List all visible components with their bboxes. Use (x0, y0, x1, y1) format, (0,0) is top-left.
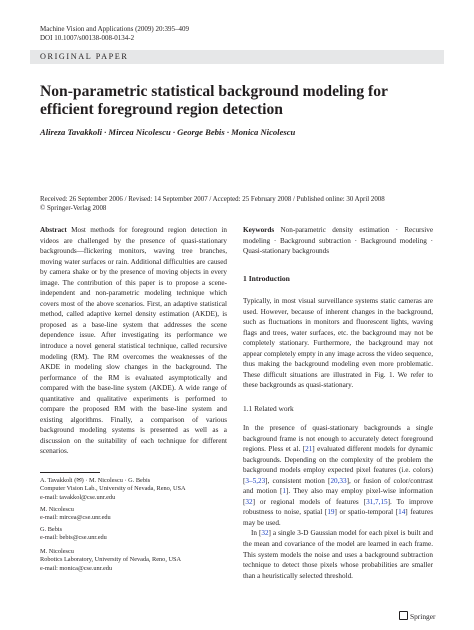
affiliation-line: M. Nicolescu (40, 506, 74, 513)
affiliation-line: M. Nicolescu (40, 548, 74, 555)
affiliation-monica-nicolescu (40, 548, 230, 573)
affiliation-line: G. Bebis (40, 526, 63, 533)
affiliation-line: Computer Vision Lab., University of Nevada, Reno, USA (40, 485, 186, 493)
affiliation-bebis (40, 526, 230, 543)
springer-logo (399, 611, 435, 621)
keywords-text: Non-parametric density estimation · Recursive modeling · Background subtraction · Background modeling · Quasi-stationary backgrounds (243, 226, 434, 256)
affiliation-line: e-mail: monica@cse.unr.edu (40, 564, 113, 572)
subsection-heading-related-work: 1.1 Related work (243, 404, 294, 413)
affiliation-tavakkoli (40, 477, 230, 502)
keywords (243, 225, 433, 257)
journal-citation-line: Machine Vision and Applications (2009) 20:395–409 (40, 25, 189, 33)
keywords-label: Keywords (243, 226, 275, 234)
paper-type-label: ORIGINAL PAPER (40, 52, 129, 61)
affiliation-line: e-mail: bebis@cse.unr.edu (40, 534, 107, 542)
abstract-text: Most methods for foreground region detection in videos are challenged by the presence of quasi-stationary backgrounds—flickering monitors, waving tree branches, moving water surfaces or rain. Additional difficulties are caused by camera shake or by the presence of moving objects in every image. The contribution of this paper is to propose a scene-independent and non-parametric modeling technique which covers most of the above scenarios. First, an adaptive statistical method, called adaptive kernel density estimation (AKDE), is proposed as a base-line system that addresses the scene dependence issue. After investigating its performance we introduce a novel general statistical technique, called recursive modeling (RM). The RM overcomes the weaknesses of the AKDE in modeling slow changes in the background. The performance of the RM is evaluated asymptotically and compared with the base-line system (AKDE). A wide range of quantitative and qualitative experiments is performed to compare the proposed RM with the base-line system and existing algorithms. Finally, a comparison of various background modeling systems is presented as well as a discussion on the suitability of each technique for different scenarios. (40, 226, 227, 456)
abstract-label: Abstract (40, 226, 67, 234)
introduction-paragraph: Typically, in most visual surveillance systems static cameras are used. However, because of inherent changes in the background, such as fluctuations in monitors and fluorescent lights, waving flags and trees, water surfaces, etc. the background may not be completely stationary. Furthermore, the background may not appear completely empty in any image across the video sequence, thus making the background modeling even more problematic. These difficult situations are illustrated in Fig. 1. We refer to these backgrounds as quasi-stationary. (243, 297, 433, 390)
publication-dates: Received: 26 September 2006 / Revised: 14 September 2007 / Accepted: 25 February 2008 / Published online: 30 April 2008 (40, 196, 385, 203)
publisher-name: Springer (410, 612, 436, 621)
related-work-paragraphs: In the presence of quasi-stationary backgrounds a single background frame is not enough to accurately detect foreground regions. Pless et al. [21] evaluated different models for dynamic backgrounds. Depending on the complexity of the problem the background models employ expected pixel features (i.e. colors) [3–5,23], consistent motion [20,33], or fusion of color/contrast and motion [1]. They also may employ pixel-wise information [32] or regional models of features [31,7,15]. To improve robustness to noise, spatial [19] or spatio-temporal [14] features may be used. In [32] a single 3-D Gaussian model for each pixel is built and the mean and covariance of the model are learned in each frame. This system models the noise and uses a background subtraction technique to detect those pixels whose probabilities are smaller than a heuristically selected threshold. (243, 424, 434, 580)
affiliation-divider (40, 472, 100, 473)
author-list: Alireza Tavakkoli · Mircea Nicolescu · George Bebis · Monica Nicolescu (40, 127, 296, 137)
doi-line: DOI 10.1007/s00138-008-0134-2 (40, 34, 135, 42)
affiliation-line: e-mail: mircea@cse.unr.edu (40, 514, 111, 522)
abstract (40, 225, 227, 457)
affiliation-line: A. Tavakkoli (✉) · M. Nicolescu · G. Bebis (40, 477, 151, 484)
affiliation-line: e-mail: tavakkol@cse.unr.edu (40, 493, 116, 501)
springer-horse-icon (399, 611, 408, 620)
copyright-notice: © Springer-Verlag 2008 (40, 205, 107, 212)
affiliation-line: Robotics Laboratory, University of Nevada, Reno, USA (40, 556, 182, 564)
affiliation-m-nicolescu (40, 506, 230, 523)
section-heading-introduction: 1 Introduction (243, 274, 290, 283)
paper-title: Non-parametric statistical background modeling for efficient foreground region detection (40, 83, 388, 118)
